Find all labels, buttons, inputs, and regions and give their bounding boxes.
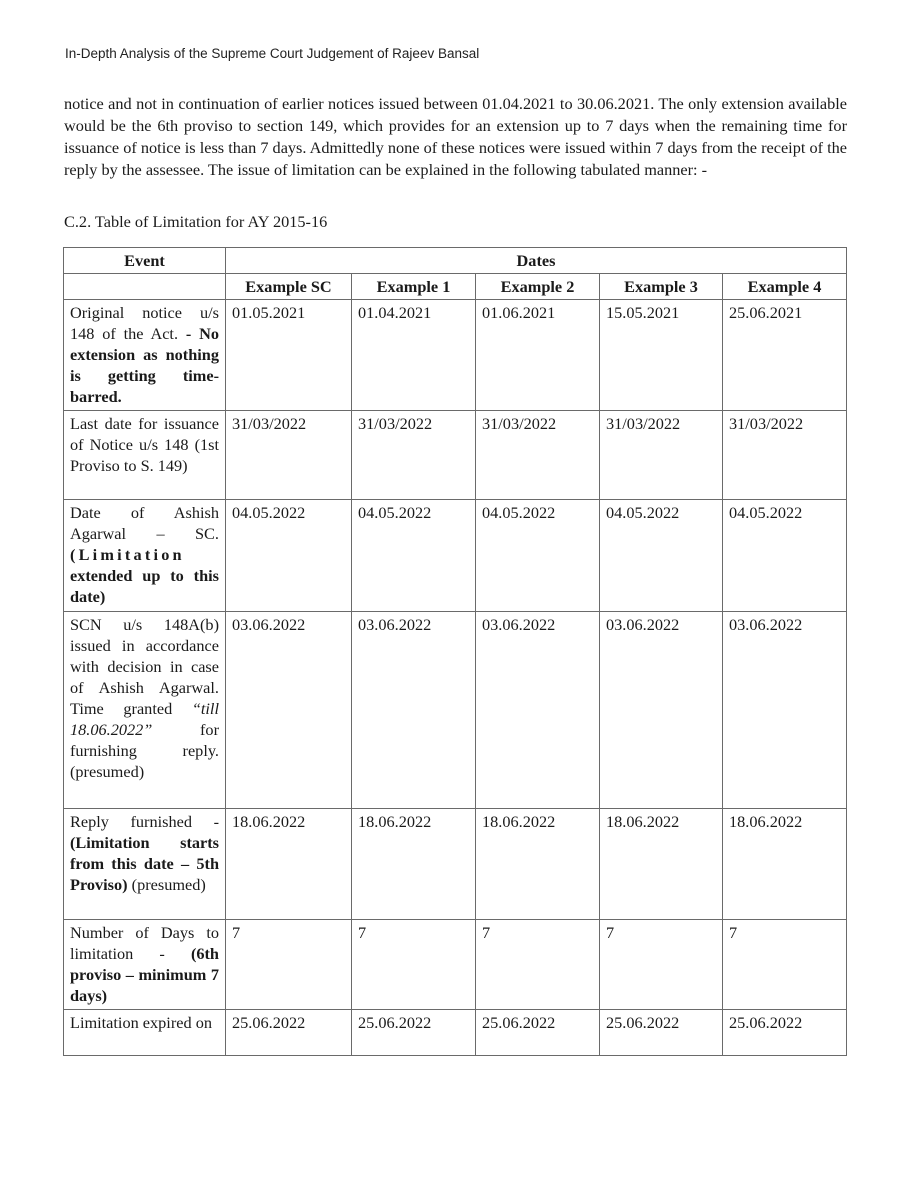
date-cell: 31/03/2022 — [352, 411, 476, 500]
date-cell: 18.06.2022 — [476, 809, 600, 920]
table-row — [64, 920, 847, 1010]
expiry-date-cell: 25.06.2022 — [352, 1010, 476, 1056]
event-note: (Limitation starts from this date – 5th Proviso) — [70, 833, 219, 894]
event-note: - No extension as nothing is getting time-barred. — [70, 324, 220, 406]
event-text: Date of Ashish Agarwal – SC. — [70, 503, 219, 543]
event-text-after: (presumed) — [131, 875, 206, 894]
days-cell: 7 — [476, 920, 600, 1010]
event-note: (Limitation — [70, 545, 185, 564]
column-header: Example 1 — [352, 274, 476, 300]
table-row — [64, 411, 847, 500]
event-text: Limitation expired on — [70, 1013, 212, 1032]
days-cell: 7 — [723, 920, 847, 1010]
table-row — [64, 1010, 847, 1056]
date-cell: 03.06.2022 — [476, 612, 600, 809]
event-cell — [64, 411, 226, 500]
event-cell — [64, 500, 226, 612]
event-quote: “till 18.06.2022” — [70, 699, 219, 739]
table-caption: C.2. Table of Limitation for AY 2015-16 — [64, 212, 328, 231]
date-cell: 31/03/2022 — [226, 411, 352, 500]
table-header-row — [64, 248, 847, 274]
running-header: In-Depth Analysis of the Supreme Court Judgement of Rajeev Bansal — [65, 46, 480, 61]
table-row — [64, 300, 847, 411]
date-cell: 03.06.2022 — [723, 612, 847, 809]
header-event-blank — [64, 274, 226, 300]
column-header: Example 4 — [723, 274, 847, 300]
table-row — [64, 809, 847, 920]
days-cell: 7 — [352, 920, 476, 1010]
event-text: Last date for issuance of Notice u/s 148 (1st Proviso to S. 149) — [70, 414, 219, 475]
column-header: Example SC — [226, 274, 352, 300]
expiry-date-cell: 25.06.2022 — [723, 1010, 847, 1056]
expiry-date-cell: 25.06.2022 — [600, 1010, 723, 1056]
date-cell: 18.06.2022 — [352, 809, 476, 920]
days-cell: 7 — [226, 920, 352, 1010]
table-row — [64, 612, 847, 809]
date-cell: 04.05.2022 — [600, 500, 723, 612]
date-cell: 15.05.2021 — [600, 300, 723, 411]
expiry-date-cell: 25.06.2022 — [226, 1010, 352, 1056]
date-cell: 04.05.2022 — [723, 500, 847, 612]
table-subheader-row — [64, 274, 847, 300]
event-cell — [64, 612, 226, 809]
date-cell: 18.06.2022 — [723, 809, 847, 920]
days-cell: 7 — [600, 920, 723, 1010]
date-cell: 31/03/2022 — [723, 411, 847, 500]
date-cell: 18.06.2022 — [600, 809, 723, 920]
column-header: Example 2 — [476, 274, 600, 300]
date-cell: 01.06.2021 — [476, 300, 600, 411]
date-cell: 01.04.2021 — [352, 300, 476, 411]
date-cell: 03.06.2022 — [352, 612, 476, 809]
date-cell: 01.05.2021 — [226, 300, 352, 411]
table-row — [64, 500, 847, 612]
date-cell: 04.05.2022 — [476, 500, 600, 612]
header-dates: Dates — [226, 248, 847, 274]
event-text: Reply furnished - — [70, 812, 219, 831]
column-header: Example 3 — [600, 274, 723, 300]
date-cell: 18.06.2022 — [226, 809, 352, 920]
event-text-after: for furnishing reply. (presumed) — [70, 720, 219, 781]
header-event: Event — [64, 248, 226, 274]
event-text: SCN u/s 148A(b) issued in accordance with decision in case of Ashish Agarwal. Time granted — [70, 615, 219, 718]
body-paragraph: notice and not in continuation of earlier notices issued between 01.04.2021 to 30.06.2021. The only extension available would be the 6th proviso to section 149, which provides for an extension up to 7 days when the remaining time for issuance of notice is less than 7 days. Admittedly none of these notices were issued within 7 days from the receipt of the reply by the assessee. The issue of limitation can be explained in the following tabulated manner: - — [64, 94, 847, 179]
date-cell: 03.06.2022 — [226, 612, 352, 809]
date-cell: 25.06.2021 — [723, 300, 847, 411]
event-cell — [64, 809, 226, 920]
expiry-date-cell: 25.06.2022 — [476, 1010, 600, 1056]
event-cell — [64, 920, 226, 1010]
date-cell: 04.05.2022 — [352, 500, 476, 612]
date-cell: 31/03/2022 — [476, 411, 600, 500]
event-text: Number of Days to limitation - — [70, 923, 219, 963]
date-cell: 31/03/2022 — [600, 411, 723, 500]
event-note: (6th proviso – minimum 7 days) — [70, 944, 219, 1005]
date-cell: 04.05.2022 — [226, 500, 352, 612]
event-cell — [64, 1010, 226, 1056]
event-cell — [64, 300, 226, 411]
event-note: extended up to this date) — [70, 566, 219, 606]
date-cell: 03.06.2022 — [600, 612, 723, 809]
event-text: Original notice u/s 148 of the Act. — [70, 303, 219, 343]
limitation-table — [63, 247, 847, 1056]
